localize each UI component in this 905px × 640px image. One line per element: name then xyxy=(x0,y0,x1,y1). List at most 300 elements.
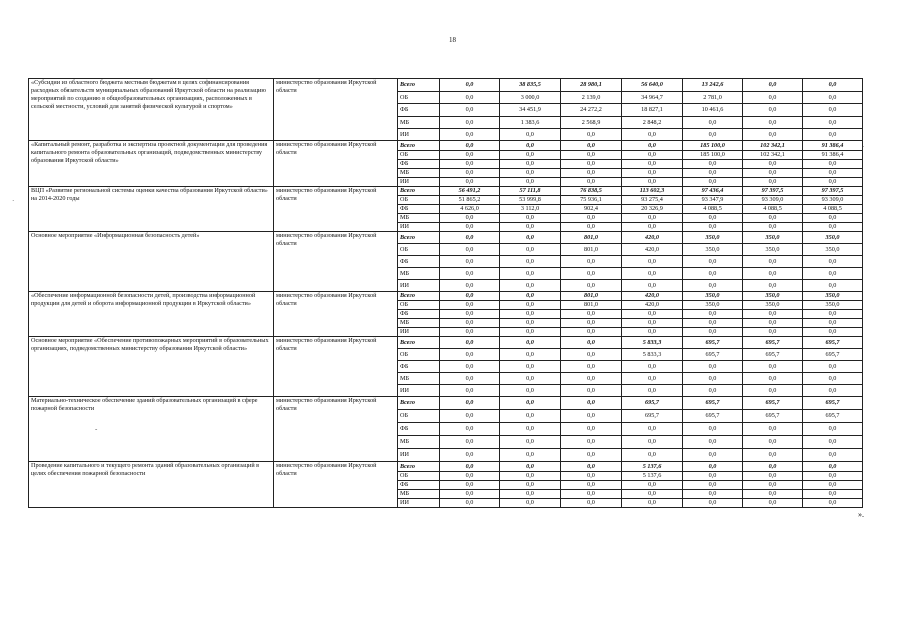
amount-cell: 0,0 xyxy=(561,449,622,462)
funding-source: ФБ xyxy=(398,160,440,169)
executor-name: министерство образования Иркутской области xyxy=(274,232,398,292)
amount-cell: 0,0 xyxy=(561,410,622,423)
amount-cell: 0,0 xyxy=(803,160,863,169)
amount-cell: 0,0 xyxy=(561,223,622,232)
amount-cell: 350,0 xyxy=(803,292,863,301)
funding-source: МБ xyxy=(398,436,440,449)
amount-cell: 10 461,6 xyxy=(683,104,743,117)
table-row xyxy=(29,397,863,410)
amount-cell: 0,0 xyxy=(683,256,743,268)
amount-cell: 350,0 xyxy=(683,292,743,301)
amount-cell: 0,0 xyxy=(440,349,500,361)
amount-cell: 0,0 xyxy=(622,449,683,462)
amount-cell: 695,7 xyxy=(622,410,683,423)
amount-cell: 0,0 xyxy=(622,280,683,292)
amount-cell: 801,0 xyxy=(561,244,622,256)
executor-name: министерство образования Иркутской области xyxy=(274,292,398,337)
amount-cell: 0,0 xyxy=(440,310,500,319)
amount-cell: 801,0 xyxy=(561,292,622,301)
amount-cell: 0,0 xyxy=(622,151,683,160)
funding-source: ИИ xyxy=(398,223,440,232)
amount-cell: 0,0 xyxy=(743,117,803,129)
amount-cell: 113 602,3 xyxy=(622,187,683,196)
amount-cell: 93 347,9 xyxy=(683,196,743,205)
amount-cell: 0,0 xyxy=(743,423,803,436)
activity-name: Основное мероприятие «Информационная безопасность детей» xyxy=(29,232,274,292)
table-row xyxy=(29,292,863,301)
amount-cell: 0,0 xyxy=(440,268,500,280)
amount-cell: 0,0 xyxy=(561,499,622,508)
amount-cell: 0,0 xyxy=(622,423,683,436)
amount-cell: 0,0 xyxy=(440,385,500,397)
amount-cell: 0,0 xyxy=(561,214,622,223)
executor-name: министерство образования Иркутской области xyxy=(274,79,398,141)
amount-cell: 0,0 xyxy=(440,319,500,328)
amount-cell: 0,0 xyxy=(500,232,561,244)
amount-cell: 695,7 xyxy=(743,397,803,410)
funding-source: МБ xyxy=(398,117,440,129)
amount-cell: 0,0 xyxy=(500,349,561,361)
amount-cell: 695,7 xyxy=(683,410,743,423)
amount-cell: 695,7 xyxy=(683,337,743,349)
amount-cell: 350,0 xyxy=(803,232,863,244)
amount-cell: 0,0 xyxy=(622,310,683,319)
amount-cell: 0,0 xyxy=(440,436,500,449)
funding-source: ИИ xyxy=(398,499,440,508)
amount-cell: 0,0 xyxy=(500,160,561,169)
amount-cell: 0,0 xyxy=(622,169,683,178)
amount-cell: 97 397,5 xyxy=(803,187,863,196)
amount-cell: 0,0 xyxy=(622,256,683,268)
amount-cell: 0,0 xyxy=(743,223,803,232)
amount-cell: 0,0 xyxy=(561,310,622,319)
amount-cell: 0,0 xyxy=(500,337,561,349)
amount-cell: 0,0 xyxy=(803,373,863,385)
funding-source: ФБ xyxy=(398,256,440,268)
amount-cell: 0,0 xyxy=(500,169,561,178)
amount-cell: 0,0 xyxy=(440,449,500,462)
amount-cell: 420,0 xyxy=(622,232,683,244)
amount-cell: 5 833,3 xyxy=(622,349,683,361)
activity-name: ВЦП «Развитие региональной системы оценки качества образования Иркутской области» на 2014-2020 годы xyxy=(29,187,274,232)
amount-cell: 0,0 xyxy=(622,178,683,187)
amount-cell: 13 242,6 xyxy=(683,79,743,92)
amount-cell: 51 865,2 xyxy=(440,196,500,205)
amount-cell: 102 342,1 xyxy=(743,141,803,151)
amount-cell: 0,0 xyxy=(803,319,863,328)
funding-source: ФБ xyxy=(398,423,440,436)
funding-source: ИИ xyxy=(398,129,440,141)
amount-cell: 24 272,2 xyxy=(561,104,622,117)
funding-source: ИИ xyxy=(398,328,440,337)
amount-cell: 0,0 xyxy=(500,151,561,160)
amount-cell: 0,0 xyxy=(683,280,743,292)
amount-cell: 2 848,2 xyxy=(622,117,683,129)
amount-cell: 0,0 xyxy=(440,481,500,490)
amount-cell: 695,7 xyxy=(683,397,743,410)
amount-cell: 0,0 xyxy=(561,397,622,410)
funding-source: ФБ xyxy=(398,205,440,214)
amount-cell: 0,0 xyxy=(500,490,561,499)
amount-cell: 0,0 xyxy=(803,490,863,499)
funding-source: ИИ xyxy=(398,178,440,187)
table-body xyxy=(29,79,863,508)
amount-cell: 0,0 xyxy=(803,169,863,178)
amount-cell: 0,0 xyxy=(500,280,561,292)
amount-cell: 0,0 xyxy=(803,280,863,292)
amount-cell: 0,0 xyxy=(561,268,622,280)
amount-cell: 350,0 xyxy=(803,244,863,256)
amount-cell: 0,0 xyxy=(803,117,863,129)
amount-cell: 0,0 xyxy=(440,397,500,410)
amount-cell: 0,0 xyxy=(803,385,863,397)
amount-cell: 4 626,0 xyxy=(440,205,500,214)
amount-cell: 0,0 xyxy=(803,79,863,92)
amount-cell: 0,0 xyxy=(500,410,561,423)
funding-source: ИИ xyxy=(398,385,440,397)
amount-cell: 0,0 xyxy=(440,292,500,301)
amount-cell: 0,0 xyxy=(743,92,803,104)
amount-cell: 0,0 xyxy=(500,178,561,187)
amount-cell: 695,7 xyxy=(622,397,683,410)
amount-cell: 38 835,5 xyxy=(500,79,561,92)
amount-cell: 0,0 xyxy=(440,256,500,268)
amount-cell: 0,0 xyxy=(500,385,561,397)
amount-cell: 0,0 xyxy=(561,361,622,373)
amount-cell: 0,0 xyxy=(803,462,863,472)
amount-cell: 0,0 xyxy=(743,178,803,187)
amount-cell: 185 100,0 xyxy=(683,151,743,160)
amount-cell: 0,0 xyxy=(561,160,622,169)
amount-cell: 0,0 xyxy=(440,462,500,472)
executor-name: министерство образования Иркутской области xyxy=(274,397,398,462)
amount-cell: 695,7 xyxy=(803,349,863,361)
amount-cell: 0,0 xyxy=(743,79,803,92)
amount-cell: 0,0 xyxy=(440,223,500,232)
activity-name: Материально-техническое обеспечение зданий образовательных организаций в сфере пожарной безопасности xyxy=(29,397,274,462)
amount-cell: 0,0 xyxy=(500,436,561,449)
amount-cell: 0,0 xyxy=(803,361,863,373)
amount-cell: 0,0 xyxy=(743,361,803,373)
amount-cell: 695,7 xyxy=(803,410,863,423)
funding-source: ФБ xyxy=(398,481,440,490)
amount-cell: 0,0 xyxy=(440,244,500,256)
amount-cell: 0,0 xyxy=(440,214,500,223)
amount-cell: 695,7 xyxy=(743,337,803,349)
funding-source: ФБ xyxy=(398,361,440,373)
amount-cell: 0,0 xyxy=(803,499,863,508)
amount-cell: 0,0 xyxy=(440,373,500,385)
amount-cell: 350,0 xyxy=(683,244,743,256)
amount-cell: 0,0 xyxy=(743,280,803,292)
amount-cell: 3 112,0 xyxy=(500,205,561,214)
amount-cell: 0,0 xyxy=(561,280,622,292)
funding-source: ОБ xyxy=(398,410,440,423)
amount-cell: 0,0 xyxy=(803,256,863,268)
amount-cell: 0,0 xyxy=(622,328,683,337)
amount-cell: 0,0 xyxy=(440,92,500,104)
amount-cell: 350,0 xyxy=(743,292,803,301)
amount-cell: 93 309,0 xyxy=(743,196,803,205)
amount-cell: 0,0 xyxy=(683,361,743,373)
amount-cell: 0,0 xyxy=(500,328,561,337)
amount-cell: 0,0 xyxy=(440,337,500,349)
amount-cell: 0,0 xyxy=(500,141,561,151)
amount-cell: 0,0 xyxy=(683,328,743,337)
amount-cell: 0,0 xyxy=(743,256,803,268)
amount-cell: 0,0 xyxy=(500,373,561,385)
amount-cell: 0,0 xyxy=(500,223,561,232)
amount-cell: 0,0 xyxy=(440,79,500,92)
amount-cell: 0,0 xyxy=(622,361,683,373)
amount-cell: 0,0 xyxy=(743,129,803,141)
amount-cell: 0,0 xyxy=(803,436,863,449)
amount-cell: 0,0 xyxy=(561,178,622,187)
amount-cell: 0,0 xyxy=(803,328,863,337)
activity-name: «Субсидии из областного бюджета местным бюджетам в целях софинансирования расходных обязательств муниципальных образований Иркутской области на реализацию мероприятий по созданию в общеобразовательных организациях, расположенных в сельской местности, условий для занятий физической культурой и спортом» xyxy=(29,79,274,141)
amount-cell: 0,0 xyxy=(500,292,561,301)
amount-cell: 0,0 xyxy=(561,472,622,481)
scan-mark: · xyxy=(12,197,15,205)
funding-source: Всего xyxy=(398,292,440,301)
amount-cell: 0,0 xyxy=(561,436,622,449)
amount-cell: 2 781,0 xyxy=(683,92,743,104)
amount-cell: 0,0 xyxy=(683,169,743,178)
amount-cell: 902,4 xyxy=(561,205,622,214)
funding-source: ОБ xyxy=(398,92,440,104)
amount-cell: 2 568,9 xyxy=(561,117,622,129)
amount-cell: 0,0 xyxy=(743,490,803,499)
amount-cell: 0,0 xyxy=(683,490,743,499)
funding-source: ИИ xyxy=(398,449,440,462)
amount-cell: 0,0 xyxy=(743,373,803,385)
amount-cell: 97 436,4 xyxy=(683,187,743,196)
amount-cell: 0,0 xyxy=(622,214,683,223)
funding-source: МБ xyxy=(398,214,440,223)
amount-cell: 0,0 xyxy=(561,256,622,268)
amount-cell: 4 088,5 xyxy=(743,205,803,214)
amount-cell: 0,0 xyxy=(500,244,561,256)
executor-name: министерство образования Иркутской области xyxy=(274,462,398,508)
table-row xyxy=(29,141,863,151)
amount-cell: 350,0 xyxy=(683,301,743,310)
funding-source: ФБ xyxy=(398,310,440,319)
amount-cell: 0,0 xyxy=(803,223,863,232)
scan-mark: · xyxy=(862,143,865,151)
funding-table xyxy=(28,78,863,508)
amount-cell: 0,0 xyxy=(683,160,743,169)
amount-cell: 695,7 xyxy=(743,349,803,361)
amount-cell: 185 100,0 xyxy=(683,141,743,151)
amount-cell: 350,0 xyxy=(743,244,803,256)
amount-cell: 0,0 xyxy=(440,490,500,499)
amount-cell: 0,0 xyxy=(500,129,561,141)
amount-cell: 0,0 xyxy=(440,160,500,169)
amount-cell: 350,0 xyxy=(743,232,803,244)
amount-cell: 0,0 xyxy=(561,337,622,349)
amount-cell: 420,0 xyxy=(622,244,683,256)
funding-source: Всего xyxy=(398,397,440,410)
amount-cell: 75 936,1 xyxy=(561,196,622,205)
amount-cell: 0,0 xyxy=(440,151,500,160)
table-row xyxy=(29,462,863,472)
amount-cell: 0,0 xyxy=(440,104,500,117)
amount-cell: 0,0 xyxy=(622,129,683,141)
amount-cell: 34 451,9 xyxy=(500,104,561,117)
executor-name: министерство образования Иркутской области xyxy=(274,337,398,397)
amount-cell: 0,0 xyxy=(500,361,561,373)
amount-cell: 0,0 xyxy=(500,462,561,472)
amount-cell: 0,0 xyxy=(622,481,683,490)
amount-cell: 0,0 xyxy=(683,129,743,141)
funding-source: Всего xyxy=(398,187,440,196)
funding-source: ОБ xyxy=(398,301,440,310)
amount-cell: 0,0 xyxy=(803,481,863,490)
amount-cell: 0,0 xyxy=(440,328,500,337)
amount-cell: 0,0 xyxy=(803,214,863,223)
amount-cell: 0,0 xyxy=(561,462,622,472)
amount-cell: 0,0 xyxy=(500,423,561,436)
funding-source: МБ xyxy=(398,490,440,499)
funding-source: ОБ xyxy=(398,349,440,361)
funding-source: ОБ xyxy=(398,244,440,256)
amount-cell: 102 342,1 xyxy=(743,151,803,160)
amount-cell: 97 397,5 xyxy=(743,187,803,196)
amount-cell: 0,0 xyxy=(803,472,863,481)
amount-cell: 0,0 xyxy=(561,129,622,141)
amount-cell: 0,0 xyxy=(561,385,622,397)
amount-cell: 0,0 xyxy=(440,499,500,508)
amount-cell: 0,0 xyxy=(440,410,500,423)
funding-source: Всего xyxy=(398,79,440,92)
activity-name: Проведение капитального и текущего ремонта зданий образовательных организаций в целях обеспечения пожарной безопасности xyxy=(29,462,274,508)
amount-cell: 0,0 xyxy=(561,349,622,361)
amount-cell: 0,0 xyxy=(622,141,683,151)
amount-cell: 0,0 xyxy=(803,104,863,117)
amount-cell: 0,0 xyxy=(622,385,683,397)
amount-cell: 0,0 xyxy=(743,160,803,169)
amount-cell: 0,0 xyxy=(440,301,500,310)
amount-cell: 695,7 xyxy=(803,337,863,349)
amount-cell: 0,0 xyxy=(500,472,561,481)
amount-cell: 0,0 xyxy=(500,397,561,410)
amount-cell: 0,0 xyxy=(683,499,743,508)
amount-cell: 76 838,5 xyxy=(561,187,622,196)
funding-source: МБ xyxy=(398,319,440,328)
funding-source: ФБ xyxy=(398,104,440,117)
amount-cell: 53 999,8 xyxy=(500,196,561,205)
amount-cell: 0,0 xyxy=(622,268,683,280)
amount-cell: 0,0 xyxy=(500,319,561,328)
amount-cell: 0,0 xyxy=(743,268,803,280)
amount-cell: 0,0 xyxy=(743,436,803,449)
amount-cell: 0,0 xyxy=(743,104,803,117)
amount-cell: 0,0 xyxy=(622,499,683,508)
amount-cell: 350,0 xyxy=(743,301,803,310)
amount-cell: 0,0 xyxy=(683,214,743,223)
amount-cell: 0,0 xyxy=(561,373,622,385)
amount-cell: 0,0 xyxy=(803,449,863,462)
amount-cell: 0,0 xyxy=(500,310,561,319)
funding-source: МБ xyxy=(398,169,440,178)
page-number: 18 xyxy=(449,36,456,44)
funding-source: МБ xyxy=(398,268,440,280)
amount-cell: 0,0 xyxy=(440,423,500,436)
amount-cell: 56 640,0 xyxy=(622,79,683,92)
amount-cell: 0,0 xyxy=(743,472,803,481)
amount-cell: 0,0 xyxy=(803,423,863,436)
amount-cell: 5 137,6 xyxy=(622,462,683,472)
amount-cell: 0,0 xyxy=(743,319,803,328)
funding-source: Всего xyxy=(398,462,440,472)
amount-cell: 0,0 xyxy=(500,268,561,280)
closing-quote: ». xyxy=(858,510,864,519)
amount-cell: 0,0 xyxy=(803,310,863,319)
amount-cell: 0,0 xyxy=(561,319,622,328)
amount-cell: 0,0 xyxy=(803,92,863,104)
table-row xyxy=(29,79,863,92)
amount-cell: 0,0 xyxy=(683,462,743,472)
amount-cell: 695,7 xyxy=(683,349,743,361)
funding-source: Всего xyxy=(398,337,440,349)
amount-cell: 4 088,5 xyxy=(683,205,743,214)
amount-cell: 420,0 xyxy=(622,301,683,310)
amount-cell: 695,7 xyxy=(803,397,863,410)
amount-cell: 0,0 xyxy=(440,169,500,178)
scan-mark: - xyxy=(95,425,98,433)
amount-cell: 0,0 xyxy=(803,268,863,280)
amount-cell: 0,0 xyxy=(743,385,803,397)
amount-cell: 0,0 xyxy=(500,214,561,223)
funding-source: ОБ xyxy=(398,196,440,205)
amount-cell: 56 491,2 xyxy=(440,187,500,196)
amount-cell: 4 088,5 xyxy=(803,205,863,214)
amount-cell: 0,0 xyxy=(440,280,500,292)
amount-cell: 2 139,0 xyxy=(561,92,622,104)
funding-source: ОБ xyxy=(398,472,440,481)
amount-cell: 0,0 xyxy=(803,129,863,141)
amount-cell: 350,0 xyxy=(803,301,863,310)
table-row xyxy=(29,187,863,196)
activity-name: «Капитальный ремонт, разработка и экспертиза проектной документации для проведения капитального ремонта образовательных организаций, подведомственных министерству образования Иркутской области» xyxy=(29,141,274,187)
amount-cell: 0,0 xyxy=(561,141,622,151)
amount-cell: 0,0 xyxy=(743,169,803,178)
amount-cell: 0,0 xyxy=(683,319,743,328)
amount-cell: 0,0 xyxy=(683,481,743,490)
amount-cell: 801,0 xyxy=(561,232,622,244)
amount-cell: 0,0 xyxy=(622,490,683,499)
amount-cell: 350,0 xyxy=(683,232,743,244)
amount-cell: 801,0 xyxy=(561,301,622,310)
amount-cell: 0,0 xyxy=(500,301,561,310)
amount-cell: 3 000,0 xyxy=(500,92,561,104)
funding-source: ИИ xyxy=(398,280,440,292)
amount-cell: 0,0 xyxy=(622,319,683,328)
amount-cell: 0,0 xyxy=(561,151,622,160)
amount-cell: 0,0 xyxy=(683,268,743,280)
amount-cell: 0,0 xyxy=(561,481,622,490)
amount-cell: 0,0 xyxy=(683,178,743,187)
amount-cell: 0,0 xyxy=(440,361,500,373)
amount-cell: 695,7 xyxy=(743,410,803,423)
funding-source: ОБ xyxy=(398,151,440,160)
amount-cell: 0,0 xyxy=(683,449,743,462)
amount-cell: 93 309,0 xyxy=(803,196,863,205)
amount-cell: 0,0 xyxy=(440,178,500,187)
amount-cell: 0,0 xyxy=(683,436,743,449)
amount-cell: 0,0 xyxy=(683,117,743,129)
amount-cell: 0,0 xyxy=(743,214,803,223)
